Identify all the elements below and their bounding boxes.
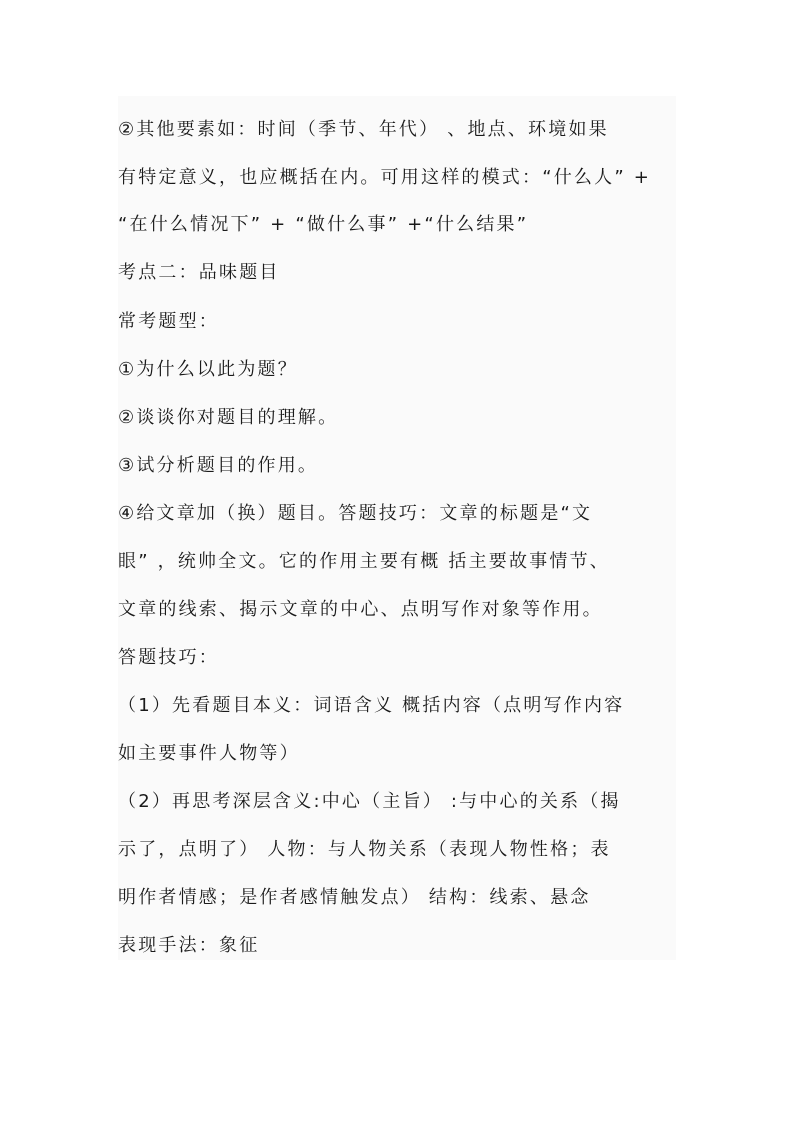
text-line-17: 明作者情感；是作者感情触发点） 结构：线索、悬念 — [118, 887, 591, 908]
text-line-13: （1）先看题目本义：词语含义 概括内容（点明写作内容 — [118, 695, 625, 716]
text-line-3: “在什么情况下” + “做什么事” +“什么结果” — [118, 214, 529, 235]
text-line-10: 眼” ，统帅全文。它的作用主要有概 括主要故事情节、 — [118, 551, 610, 572]
text-line-11: 文章的线索、揭示文章的中心、点明写作对象等作用。 — [118, 599, 603, 620]
list-item-4: ④给文章加（换）题目。答题技巧：文章的标题是“文 — [118, 503, 593, 524]
text-line-18: 表现手法：象征 — [118, 935, 260, 956]
text-line-15: （2）再思考深层含义:中心（主旨） :与中心的关系（揭 — [118, 791, 621, 812]
list-item-3: ③试分析题目的作用。 — [118, 455, 319, 476]
text-line-1: ②其他要素如：时间（季节、年代） 、地点、环境如果 — [118, 119, 609, 140]
list-item-2: ②谈谈你对题目的理解。 — [118, 407, 339, 428]
text-line-12: 答题技巧： — [118, 647, 219, 668]
text-line-14: 如主要事件人物等） — [118, 743, 300, 764]
section-heading: 考点二：品味题目 — [118, 262, 280, 283]
text-line-2: 有特定意义，也应概括在内。可用这样的模式：“什么人” + — [118, 167, 652, 188]
text-line-16: 示了，点明了） 人物：与人物关系（表现人物性格；表 — [118, 839, 611, 860]
list-item-1: ①为什么以此为题？ — [118, 359, 298, 380]
text-line-5: 常考题型： — [118, 311, 219, 332]
